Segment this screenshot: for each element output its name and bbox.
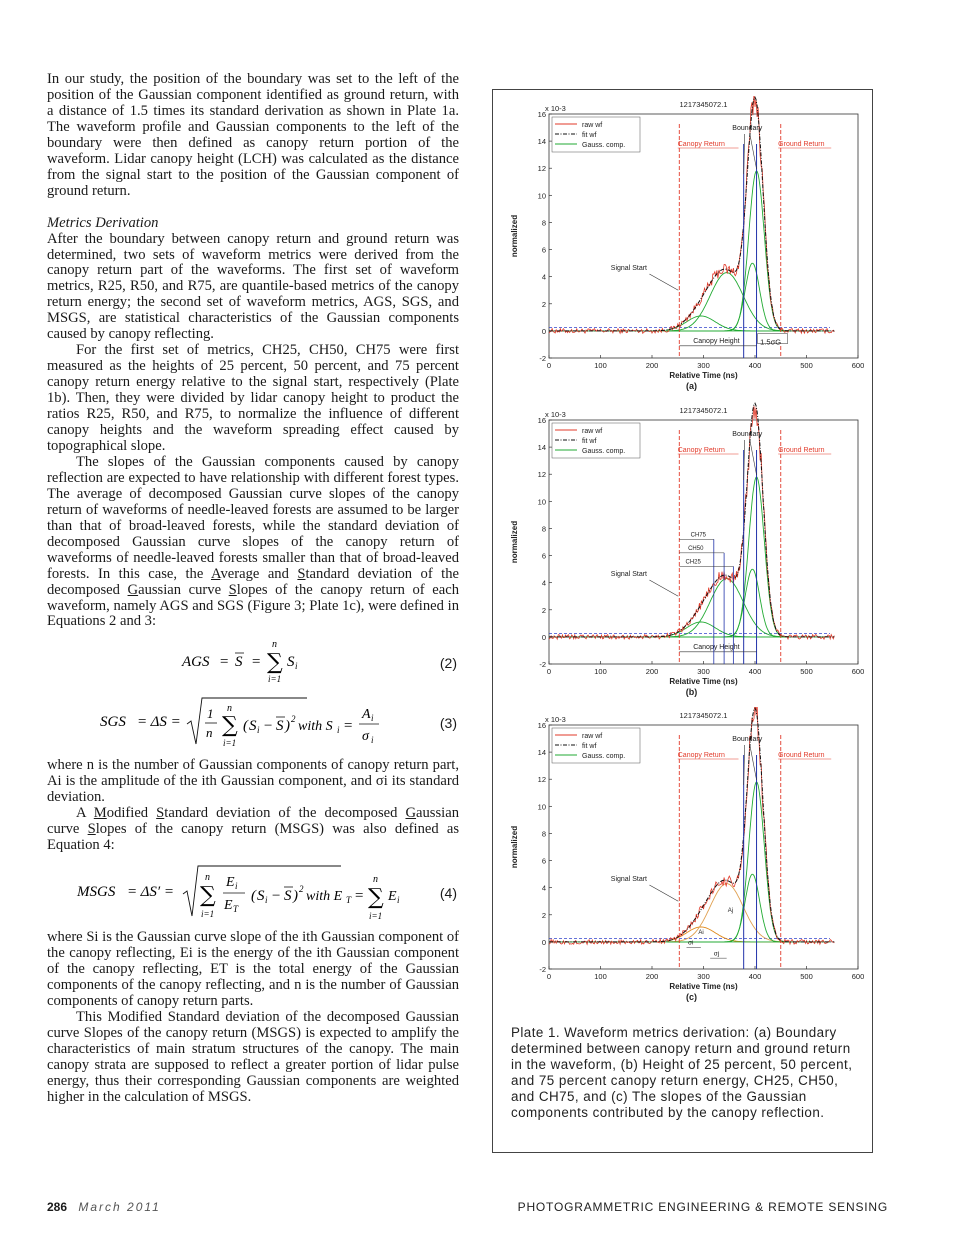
journal-name: PHOTOGRAMMETRIC ENGINEERING & REMOTE SENSING <box>517 1200 888 1214</box>
svg-text:−: − <box>263 718 274 735</box>
chart-title: 1217345072.1 <box>679 100 728 109</box>
footer-left <box>47 1200 161 1214</box>
y-tick-label: 2 <box>541 910 546 920</box>
svg-text:n: n <box>227 703 232 715</box>
y-multiplier: x 10-3 <box>545 410 566 419</box>
y-tick-label: 0 <box>541 326 546 336</box>
y-tick-label: 12 <box>537 775 546 785</box>
paragraph-eq4-where: where Si is the Gaussian curve slope of the ith Gaussian component of the canopy reflecting, Ei is the energy of the ith Gaussian component of the canopy reflecting, ET is the total energy of the Gaussian components of the canopy reflecting, and n is the number of Gaussian components of canopy return parts. <box>47 929 459 1009</box>
svg-text:i: i <box>371 735 374 746</box>
svg-text:): ) <box>293 888 298 905</box>
y-tick-label: 4 <box>541 272 546 282</box>
boundary-pointer <box>750 440 757 475</box>
ch50-label: CH50 <box>688 546 704 553</box>
x-tick-label: 600 <box>851 972 865 981</box>
y-tick-label: 6 <box>541 245 546 255</box>
legend-label: raw wf <box>582 733 603 740</box>
paragraph-first-set: For the first set of metrics, CH25, CH50, CH75 were first measured as the heights of 25 percent, 50 percent, and 75 percent canopy return energy relative to the signal start, respectively (Plate 1b). Then, they were divided by lidar canopy height to product the ratios R25, R50, and R75, to normalize the influence of different canopy heights and the waveform spreading effect caused by topographical slope. <box>47 342 459 454</box>
x-tick-label: 200 <box>645 361 659 370</box>
gaussian-component <box>667 927 791 942</box>
paragraph-msgs-purpose: This Modified Standard deviation of the decomposed Gaussian curve Slopes of the canopy return (MSGS) is expected to amplify the characteristics of main stratum structures of the canopy. The main canopy strata are supposed to reflect a greater portion of lidar pulse energy, thus their corresponding Gaussian components are weighted higher in the calculation of MSGS. <box>47 1008 459 1105</box>
svg-text:S: S <box>249 718 257 735</box>
x-tick-label: 100 <box>594 972 607 981</box>
y-tick-label: 16 <box>537 416 546 425</box>
x-tick-label: 0 <box>546 972 552 981</box>
y-multiplier: x 10-3 <box>545 715 566 724</box>
svg-text:∑: ∑ <box>200 883 216 909</box>
canopy-height-label: Canopy Height <box>693 338 740 346</box>
svg-text:E: E <box>224 898 233 914</box>
paragraph-msgs-intro: A Modified Standard deviation of the decomposed Gaussian curve Slopes of the canopy return (MSGS) was also defined as Equation 4: <box>47 805 460 854</box>
svg-text:SGS: SGS <box>100 714 126 731</box>
signal-start-label: Signal Start <box>610 570 647 578</box>
svg-text:n: n <box>206 725 213 741</box>
legend-label: Gauss. comp. <box>582 142 626 149</box>
waveform-chart-a <box>503 96 865 396</box>
canopy-height-label: Canopy Height <box>693 644 740 652</box>
y-tick-label: 10 <box>537 497 546 507</box>
equation-4 <box>47 860 459 924</box>
chart-title: 1217345072.1 <box>679 406 728 415</box>
svg-text:= ΔS =: = ΔS = <box>137 714 181 731</box>
y-axis-label: normalized <box>510 214 519 258</box>
panel-label: (a) <box>686 381 697 391</box>
svg-text:2: 2 <box>291 714 296 725</box>
svg-text:S: S <box>276 718 284 735</box>
boundary-label: Boundary <box>732 431 763 438</box>
svg-text:i: i <box>371 713 374 724</box>
legend-label: fit wf <box>582 132 597 139</box>
x-tick-label: 100 <box>594 667 607 676</box>
section-heading: Metrics Derivation <box>47 214 159 231</box>
svg-text:n: n <box>205 872 210 884</box>
svg-text:∑: ∑ <box>222 713 238 739</box>
signal-start-label: Signal Start <box>610 875 647 883</box>
y-tick-label: 2 <box>541 299 546 309</box>
svg-text:MSGS: MSGS <box>77 884 116 901</box>
y-multiplier: x 10-3 <box>545 104 566 113</box>
svg-text:=: = <box>343 718 354 735</box>
paragraph-boundary: In our study, the position of the boundary was set to the left of the position of the Gaussian component identified as ground return, with a distance of 1.5 times its standard derivation as shown in Plate 1a. The waveform profile and Gaussian components to the left of the boundary were then defined as canopy return portion of the waveform. Lidar canopy height (LCH) was calculated as the distance from the signal start to the position of the Gaussian component of ground return. <box>47 71 459 199</box>
y-tick-label: 14 <box>537 137 546 147</box>
chart-panel-c <box>503 707 865 1007</box>
svg-text:A: A <box>362 707 371 723</box>
panel-label: (b) <box>685 687 698 697</box>
issue-date: March 2011 <box>78 1200 161 1214</box>
legend-label: Gauss. comp. <box>582 753 626 760</box>
svg-text:T: T <box>346 895 352 906</box>
svg-text:(: ( <box>243 718 248 735</box>
svg-text:AGS: AGS <box>182 654 210 671</box>
equation-2 <box>47 636 459 686</box>
sigma-i-label: σi <box>688 939 694 947</box>
sigma-label: 1.5σG <box>760 337 782 347</box>
svg-text:with S: with S <box>298 719 333 735</box>
x-tick-label: 600 <box>851 667 865 676</box>
svg-text:−: − <box>271 888 282 905</box>
signal-start-pointer <box>649 274 678 290</box>
svg-text:S: S <box>284 888 292 905</box>
y-tick-label: 16 <box>537 110 546 119</box>
x-axis-label: Relative Time (ns) <box>669 677 738 686</box>
svg-text:i: i <box>235 881 238 892</box>
equation-3-number: (3) <box>439 715 457 732</box>
x-tick-label: 400 <box>748 972 762 981</box>
canopy-return-label: Canopy Return <box>677 447 725 454</box>
y-tick-label: 12 <box>537 470 546 480</box>
equation-4-number: (4) <box>439 885 457 902</box>
svg-text:= ΔS′ =: = ΔS′ = <box>127 884 175 901</box>
figure-caption: Plate 1. Waveform metrics derivation: (a) Boundary determined between canopy return and ground return in the waveform, (b) Height of 25 percent, 50 percent, and 75 percent canopy return energy, CH25, CH50, and CH75, and (c) The slopes of the Gaussian components contributed by the canopy reflection. <box>511 1025 853 1120</box>
y-tick-label: 4 <box>541 578 546 588</box>
ground-return-label: Ground Return <box>778 752 825 759</box>
chart-panel-b <box>503 402 865 702</box>
svg-text:∑: ∑ <box>267 650 283 676</box>
x-axis-label: Relative Time (ns) <box>669 982 738 991</box>
x-tick-label: 300 <box>697 667 710 676</box>
svg-text:n: n <box>373 874 378 886</box>
signal-start-label: Signal Start <box>610 264 647 272</box>
svg-text:): ) <box>285 718 290 735</box>
x-tick-label: 0 <box>546 667 552 676</box>
y-axis-label: normalized <box>510 825 519 869</box>
boundary-label: Boundary <box>732 736 763 743</box>
svg-text:S: S <box>257 888 265 905</box>
y-axis-label: normalized <box>510 520 519 564</box>
chart-panel-a <box>503 96 865 396</box>
signal-start-pointer <box>649 885 678 901</box>
ground-return-label: Ground Return <box>778 141 825 148</box>
svg-text:i=1: i=1 <box>223 738 237 749</box>
sigma-j-label: σj <box>713 950 720 958</box>
y-tick-label: 0 <box>541 937 546 947</box>
legend-label: raw wf <box>582 122 603 129</box>
legend-label: fit wf <box>582 438 597 445</box>
legend-label: Gauss. comp. <box>582 448 626 455</box>
svg-text:=: = <box>251 654 262 671</box>
x-tick-label: 400 <box>748 667 762 676</box>
svg-text:=: = <box>219 654 230 671</box>
x-tick-label: 200 <box>645 972 659 981</box>
svg-text:i: i <box>257 725 260 736</box>
y-tick-label: 8 <box>541 524 546 534</box>
x-tick-label: 200 <box>645 667 659 676</box>
y-tick-label: 12 <box>537 164 546 174</box>
svg-text:∑: ∑ <box>368 885 384 911</box>
paragraph-slopes: The slopes of the Gaussian components caused by canopy reflection are expected to have relationship with different forest types. The average of decomposed Gaussian curve slopes of the canopy return of waveforms of needle-leaved forests are assumed to be larger than that of broad-leaved forests, while the standard deviation of decomposed Gaussian curve slopes of the canopy return of waveforms of needle-leaved forests smaller than that of broad-leaved forests. In this case, the Average and Standard deviation of the decomposed Gaussian curve Slopes of the canopy return of each waveform, namely AGS and SGS (Figure 3; Plate 1c), were defined in Equations 2 and 3: <box>47 453 459 630</box>
svg-text:S: S <box>235 654 243 671</box>
ch75-label: CH75 <box>690 532 707 539</box>
svg-text:E: E <box>388 889 397 905</box>
svg-text:(: ( <box>251 888 256 905</box>
svg-text:i=1: i=1 <box>369 911 383 922</box>
boundary-pointer <box>750 134 757 169</box>
x-tick-label: 400 <box>748 361 762 370</box>
y-tick-label: 8 <box>541 829 546 839</box>
y-tick-label: 14 <box>537 443 546 453</box>
y-tick-label: 10 <box>537 802 546 812</box>
equation-4-formula <box>75 860 415 924</box>
x-axis-label: Relative Time (ns) <box>669 371 738 380</box>
page-number: 286 <box>47 1200 68 1214</box>
y-tick-label: 6 <box>541 551 546 561</box>
y-tick-label: 8 <box>541 218 546 228</box>
y-tick-label: 4 <box>541 883 546 893</box>
svg-text:n: n <box>272 639 277 651</box>
y-tick-label: 2 <box>541 605 546 615</box>
x-tick-label: 0 <box>546 361 552 370</box>
plate-1-figure <box>492 89 873 1153</box>
canopy-return-label: Canopy Return <box>677 141 725 148</box>
svg-text:1: 1 <box>207 706 214 722</box>
text-column <box>47 72 459 1106</box>
legend-label: fit wf <box>582 743 597 750</box>
y-tick-label: 10 <box>537 191 546 201</box>
y-tick-label: 0 <box>541 632 546 642</box>
svg-text:=: = <box>354 888 365 905</box>
svg-text:2: 2 <box>299 884 304 895</box>
x-tick-label: 500 <box>800 667 813 676</box>
svg-text:E: E <box>226 875 235 891</box>
x-tick-label: 500 <box>800 972 813 981</box>
svg-text:i=1: i=1 <box>268 674 282 685</box>
svg-text:i=1: i=1 <box>201 909 215 920</box>
x-tick-label: 500 <box>800 361 813 370</box>
equation-2-number: (2) <box>439 655 457 672</box>
x-tick-label: 100 <box>594 361 607 370</box>
svg-text:S: S <box>287 654 295 671</box>
svg-text:σ: σ <box>362 729 369 745</box>
y-tick-label: -2 <box>539 660 546 669</box>
waveform-chart-b <box>503 402 865 702</box>
ground-return-label: Ground Return <box>778 447 825 454</box>
svg-text:i: i <box>295 661 298 672</box>
y-tick-label: 16 <box>537 721 546 730</box>
waveform-chart-c <box>503 707 865 1007</box>
svg-text:i: i <box>265 895 268 906</box>
paragraph-metrics-intro: After the boundary between canopy return and ground return was determined, two sets of waveform metrics were derived from the canopy return part of the waveforms. The first set of waveform metrics, R25, R50, and R75, are quantile-based metrics of the canopy return energy; the second set of waveform metrics, AGS, SGS, and MSGS, are statistical characteristics of the Gaussian components caused by canopy reflecting. <box>47 230 459 343</box>
signal-start-pointer <box>649 580 678 596</box>
x-tick-label: 300 <box>697 361 710 370</box>
svg-text:i: i <box>337 725 340 736</box>
panel-label: (c) <box>686 992 697 1002</box>
y-tick-label: 14 <box>537 748 546 758</box>
equation-3 <box>47 692 459 752</box>
svg-text:T: T <box>233 904 239 915</box>
x-tick-label: 300 <box>697 972 710 981</box>
x-tick-label: 600 <box>851 361 865 370</box>
y-tick-label: -2 <box>539 354 546 363</box>
ai-label: Ai <box>698 929 704 936</box>
y-tick-label: -2 <box>539 965 546 974</box>
canopy-return-label: Canopy Return <box>677 752 725 759</box>
boundary-label: Boundary <box>732 125 763 132</box>
svg-text:with E: with E <box>306 889 343 905</box>
boundary-pointer <box>750 745 757 780</box>
equation-2-formula <box>177 636 337 686</box>
equation-3-formula <box>95 692 395 752</box>
chart-title: 1217345072.1 <box>679 711 728 720</box>
aj-label: Aj <box>727 908 734 915</box>
ch25-label: CH25 <box>685 559 701 566</box>
svg-text:i: i <box>397 895 400 906</box>
paragraph-eq3-where: where n is the number of Gaussian components of canopy return part, Ai is the amplitude of the ith Gaussian component, and σi its standard deviation. <box>47 757 459 806</box>
legend-label: raw wf <box>582 428 603 435</box>
y-tick-label: 6 <box>541 856 546 866</box>
